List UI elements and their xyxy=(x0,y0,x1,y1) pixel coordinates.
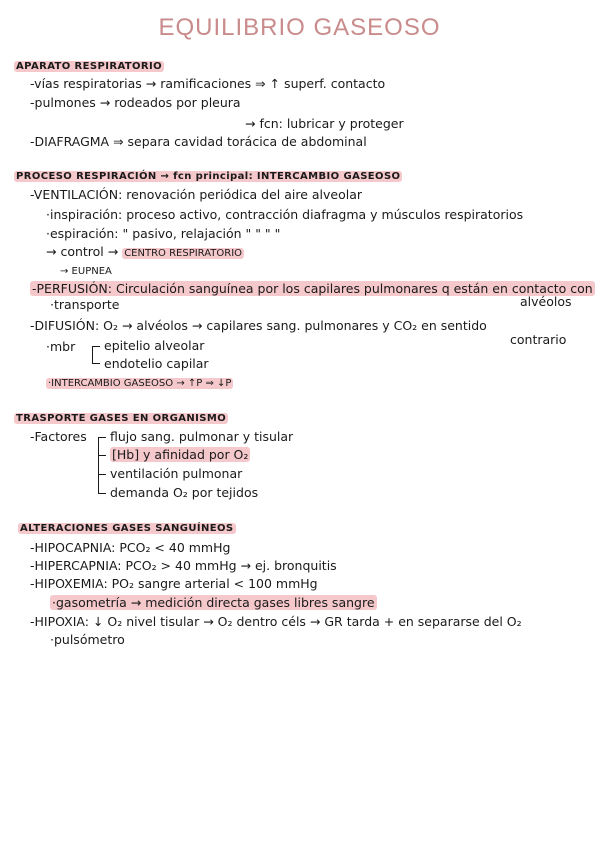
alteraciones-line-2: -HIPERCAPNIA: PCO₂ > 40 mmHg → ej. bronquitis xyxy=(30,558,337,573)
page-title: EQUILIBRIO GASEOSO xyxy=(158,14,441,41)
proceso-line-10: ·INTERCAMBIO GASEOSO → ↑P ⇒ ↓P xyxy=(48,378,232,389)
heading-aparato: APARATO RESPIRATORIO xyxy=(16,61,163,72)
proceso-line-1: -VENTILACIÓN: renovación periódica del aire alveolar xyxy=(30,187,363,202)
proceso-line-7b: alvéolos xyxy=(520,294,572,309)
alteraciones-line-1: -HIPOCAPNIA: PCO₂ < 40 mmHg xyxy=(30,540,231,555)
alteraciones-line-6: ·pulsómetro xyxy=(50,632,125,647)
alteraciones-line-4: ·gasometría → medición directa gases libres sangre xyxy=(52,595,375,610)
transporte-line-1a: -Factores xyxy=(30,429,87,444)
proceso-line-7a: ·transporte xyxy=(50,297,120,312)
brace-mbr xyxy=(92,346,93,364)
aparato-line-1: -vías respiratorias → ramificaciones ⇒ ↑ superf. contacto xyxy=(30,76,386,91)
transporte-line-1b: flujo sang. pulmonar y tisular xyxy=(110,429,294,444)
proceso-line-3: ·espiración: " pasivo, relajación " " " " xyxy=(46,226,281,241)
aparato-line-4: -DIAFRAGMA ⇒ separa cavidad torácica de abdominal xyxy=(30,134,367,149)
heading-alteraciones: ALTERACIONES GASES SANGUÍNEOS xyxy=(20,523,234,534)
alteraciones-line-5: -HIPOXIA: ↓ O₂ nivel tisular → O₂ dentro céls → GR tarda + en separarse del O₂ xyxy=(30,614,522,629)
transporte-line-4: demanda O₂ por tejidos xyxy=(110,485,259,500)
heading-transporte: TRASPORTE GASES EN ORGANISMO xyxy=(16,413,227,424)
brace-factores xyxy=(98,437,99,494)
proceso-line-9b: epitelio alveolar xyxy=(104,338,205,353)
alteraciones-line-3: -HIPOXEMIA: PO₂ sangre arterial < 100 mmHg xyxy=(30,576,318,591)
proceso-line-9c: endotelio capilar xyxy=(104,356,209,371)
heading-proceso: PROCESO RESPIRACIÓN → fcn principal: INTERCAMBIO GASEOSO xyxy=(16,171,401,182)
proceso-line-9a: ·mbr xyxy=(46,339,76,354)
aparato-line-3: → fcn: lubricar y proteger xyxy=(245,116,404,131)
transporte-line-2: [Hb] y afinidad por O₂ xyxy=(112,447,249,462)
proceso-line-8b: contrario xyxy=(510,332,567,347)
transporte-line-3: ventilación pulmonar xyxy=(110,466,243,481)
proceso-line-6: -PERFUSIÓN: Circulación sanguínea por los capilares pulmonares q están en contacto con xyxy=(32,281,593,296)
proceso-line-2: ·inspiración: proceso activo, contracción diafragma y músculos respiratorios xyxy=(46,207,524,222)
aparato-line-2: -pulmones → rodeados por pleura xyxy=(30,95,241,110)
proceso-line-4: → control → CENTRO RESPIRATORIO xyxy=(46,244,243,259)
proceso-line-8: -DIFUSIÓN: O₂ → alvéolos → capilares sang. pulmonares y CO₂ en sentido xyxy=(30,318,487,333)
proceso-line-5: → EUPNEA xyxy=(60,266,112,277)
